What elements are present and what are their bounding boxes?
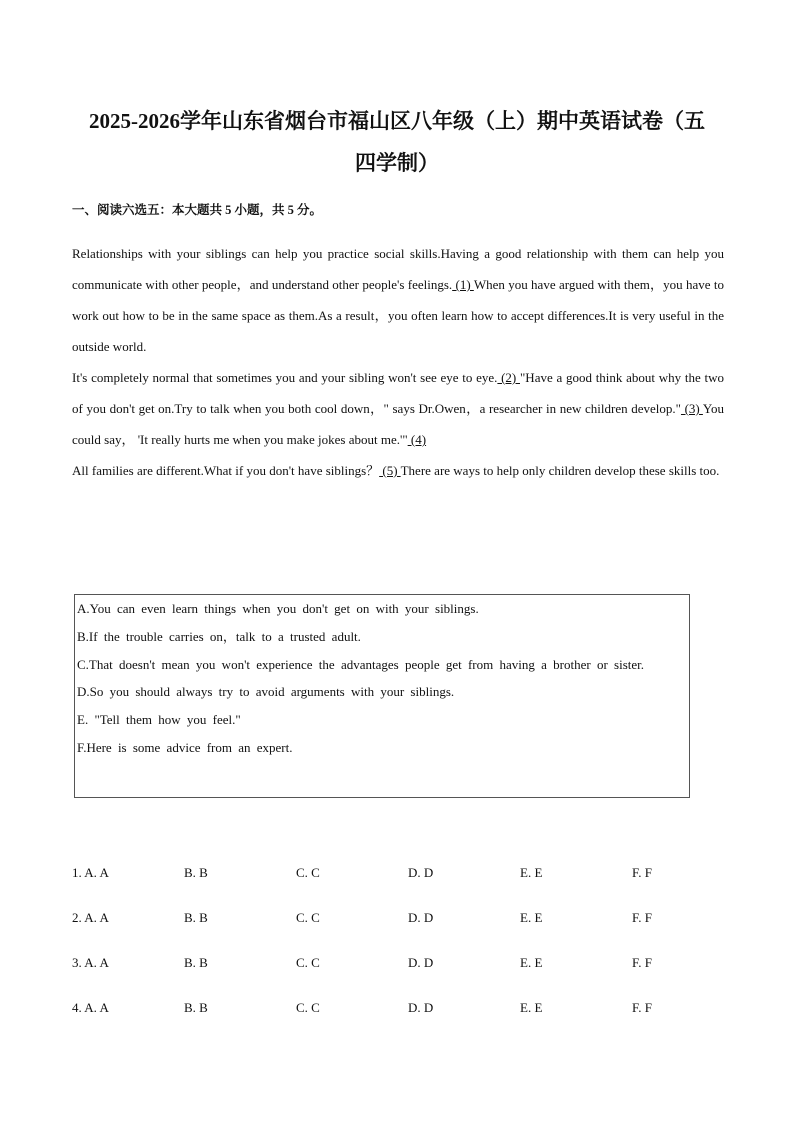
answer-choice[interactable]: B. B [184, 909, 208, 925]
answer-choice[interactable]: D. D [408, 954, 434, 970]
answer-choice[interactable]: F. F [632, 864, 652, 880]
options-box [74, 594, 690, 798]
page-title [60, 100, 734, 184]
answer-choice[interactable]: E. E [520, 864, 543, 880]
answer-choice[interactable]: F. F [632, 909, 652, 925]
title-line-2: 四学制） [355, 151, 439, 175]
passage-paragraph-3: All families are different.What if you don't have siblings？ (5) There are ways to help only children develop these skills too. [72, 463, 720, 478]
answer-choice[interactable]: D. D [408, 864, 434, 880]
answer-choice[interactable]: B. B [184, 999, 208, 1015]
option-d: D.So you should always try to avoid arguments with your siblings. [77, 684, 455, 700]
answer-row-1 [72, 850, 752, 895]
answer-choice[interactable]: 2. A. A [72, 909, 109, 925]
answer-choice[interactable]: 1. A. A [72, 864, 109, 880]
answer-choice[interactable]: C. C [296, 954, 320, 970]
option-f: F.Here is some advice from an expert. [77, 739, 293, 755]
passage-paragraph-1: Relationships with your siblings can help you practice social skills.Having a good relationship with them can help you communicate with other people，and understand other people's feelings. (1) When you have argued with them，you have to work out how to be in the same space as them.As a result，you often learn how to accept differences.It is very useful in the outside world. [72, 246, 724, 354]
answer-row-4 [72, 985, 752, 1030]
answer-choice[interactable]: D. D [408, 909, 434, 925]
answer-choice[interactable]: D. D [408, 999, 434, 1015]
reading-passage [72, 238, 724, 486]
blank-1: (1) [452, 277, 474, 292]
answer-choices [72, 850, 752, 1030]
answer-choice[interactable]: E. E [520, 954, 543, 970]
answer-choice[interactable]: C. C [296, 999, 320, 1015]
answer-row-2 [72, 895, 752, 940]
answer-choice[interactable]: 4. A. A [72, 999, 109, 1015]
answer-row-3 [72, 940, 752, 985]
option-c: C.That doesn't mean you won't experience the advantages people get from having a brother or sister. [77, 656, 644, 672]
passage-paragraph-2: It's completely normal that sometimes you and your sibling won't see eye to eye. (2) "Have a good think about why the two of you don't get on.Try to talk when you both cool down，" says Dr.Owen，a researcher in new children develop." (3) You could say， 'It really hurts me when you make jokes about me.'" (4) [72, 370, 724, 447]
answer-choice[interactable]: E. E [520, 999, 543, 1015]
answer-choice[interactable]: E. E [520, 909, 543, 925]
blank-2: (2) [497, 370, 520, 385]
answer-choice[interactable]: C. C [296, 864, 320, 880]
blank-4: (4) [407, 432, 427, 447]
answer-choice[interactable]: 3. A. A [72, 954, 109, 970]
answer-choice[interactable]: B. B [184, 864, 208, 880]
answer-choice[interactable]: F. F [632, 954, 652, 970]
answer-choice[interactable]: C. C [296, 909, 320, 925]
answer-choice[interactable]: B. B [184, 954, 208, 970]
option-e: E. "Tell them how you feel." [77, 712, 241, 728]
option-a: A.You can even learn things when you don't get on with your siblings. [77, 601, 479, 616]
section-heading: 一、阅读六选五：本大题共 5 小题，共 5 分。 [72, 203, 323, 217]
answer-choice[interactable]: F. F [632, 999, 652, 1015]
title-line-1: 2025-2026学年山东省烟台市福山区八年级（上）期中英语试卷（五 [89, 109, 705, 133]
option-b: B.If the trouble carries on，talk to a trusted adult. [77, 628, 361, 644]
blank-5: (5) [379, 463, 401, 478]
blank-3: (3) [680, 401, 703, 416]
